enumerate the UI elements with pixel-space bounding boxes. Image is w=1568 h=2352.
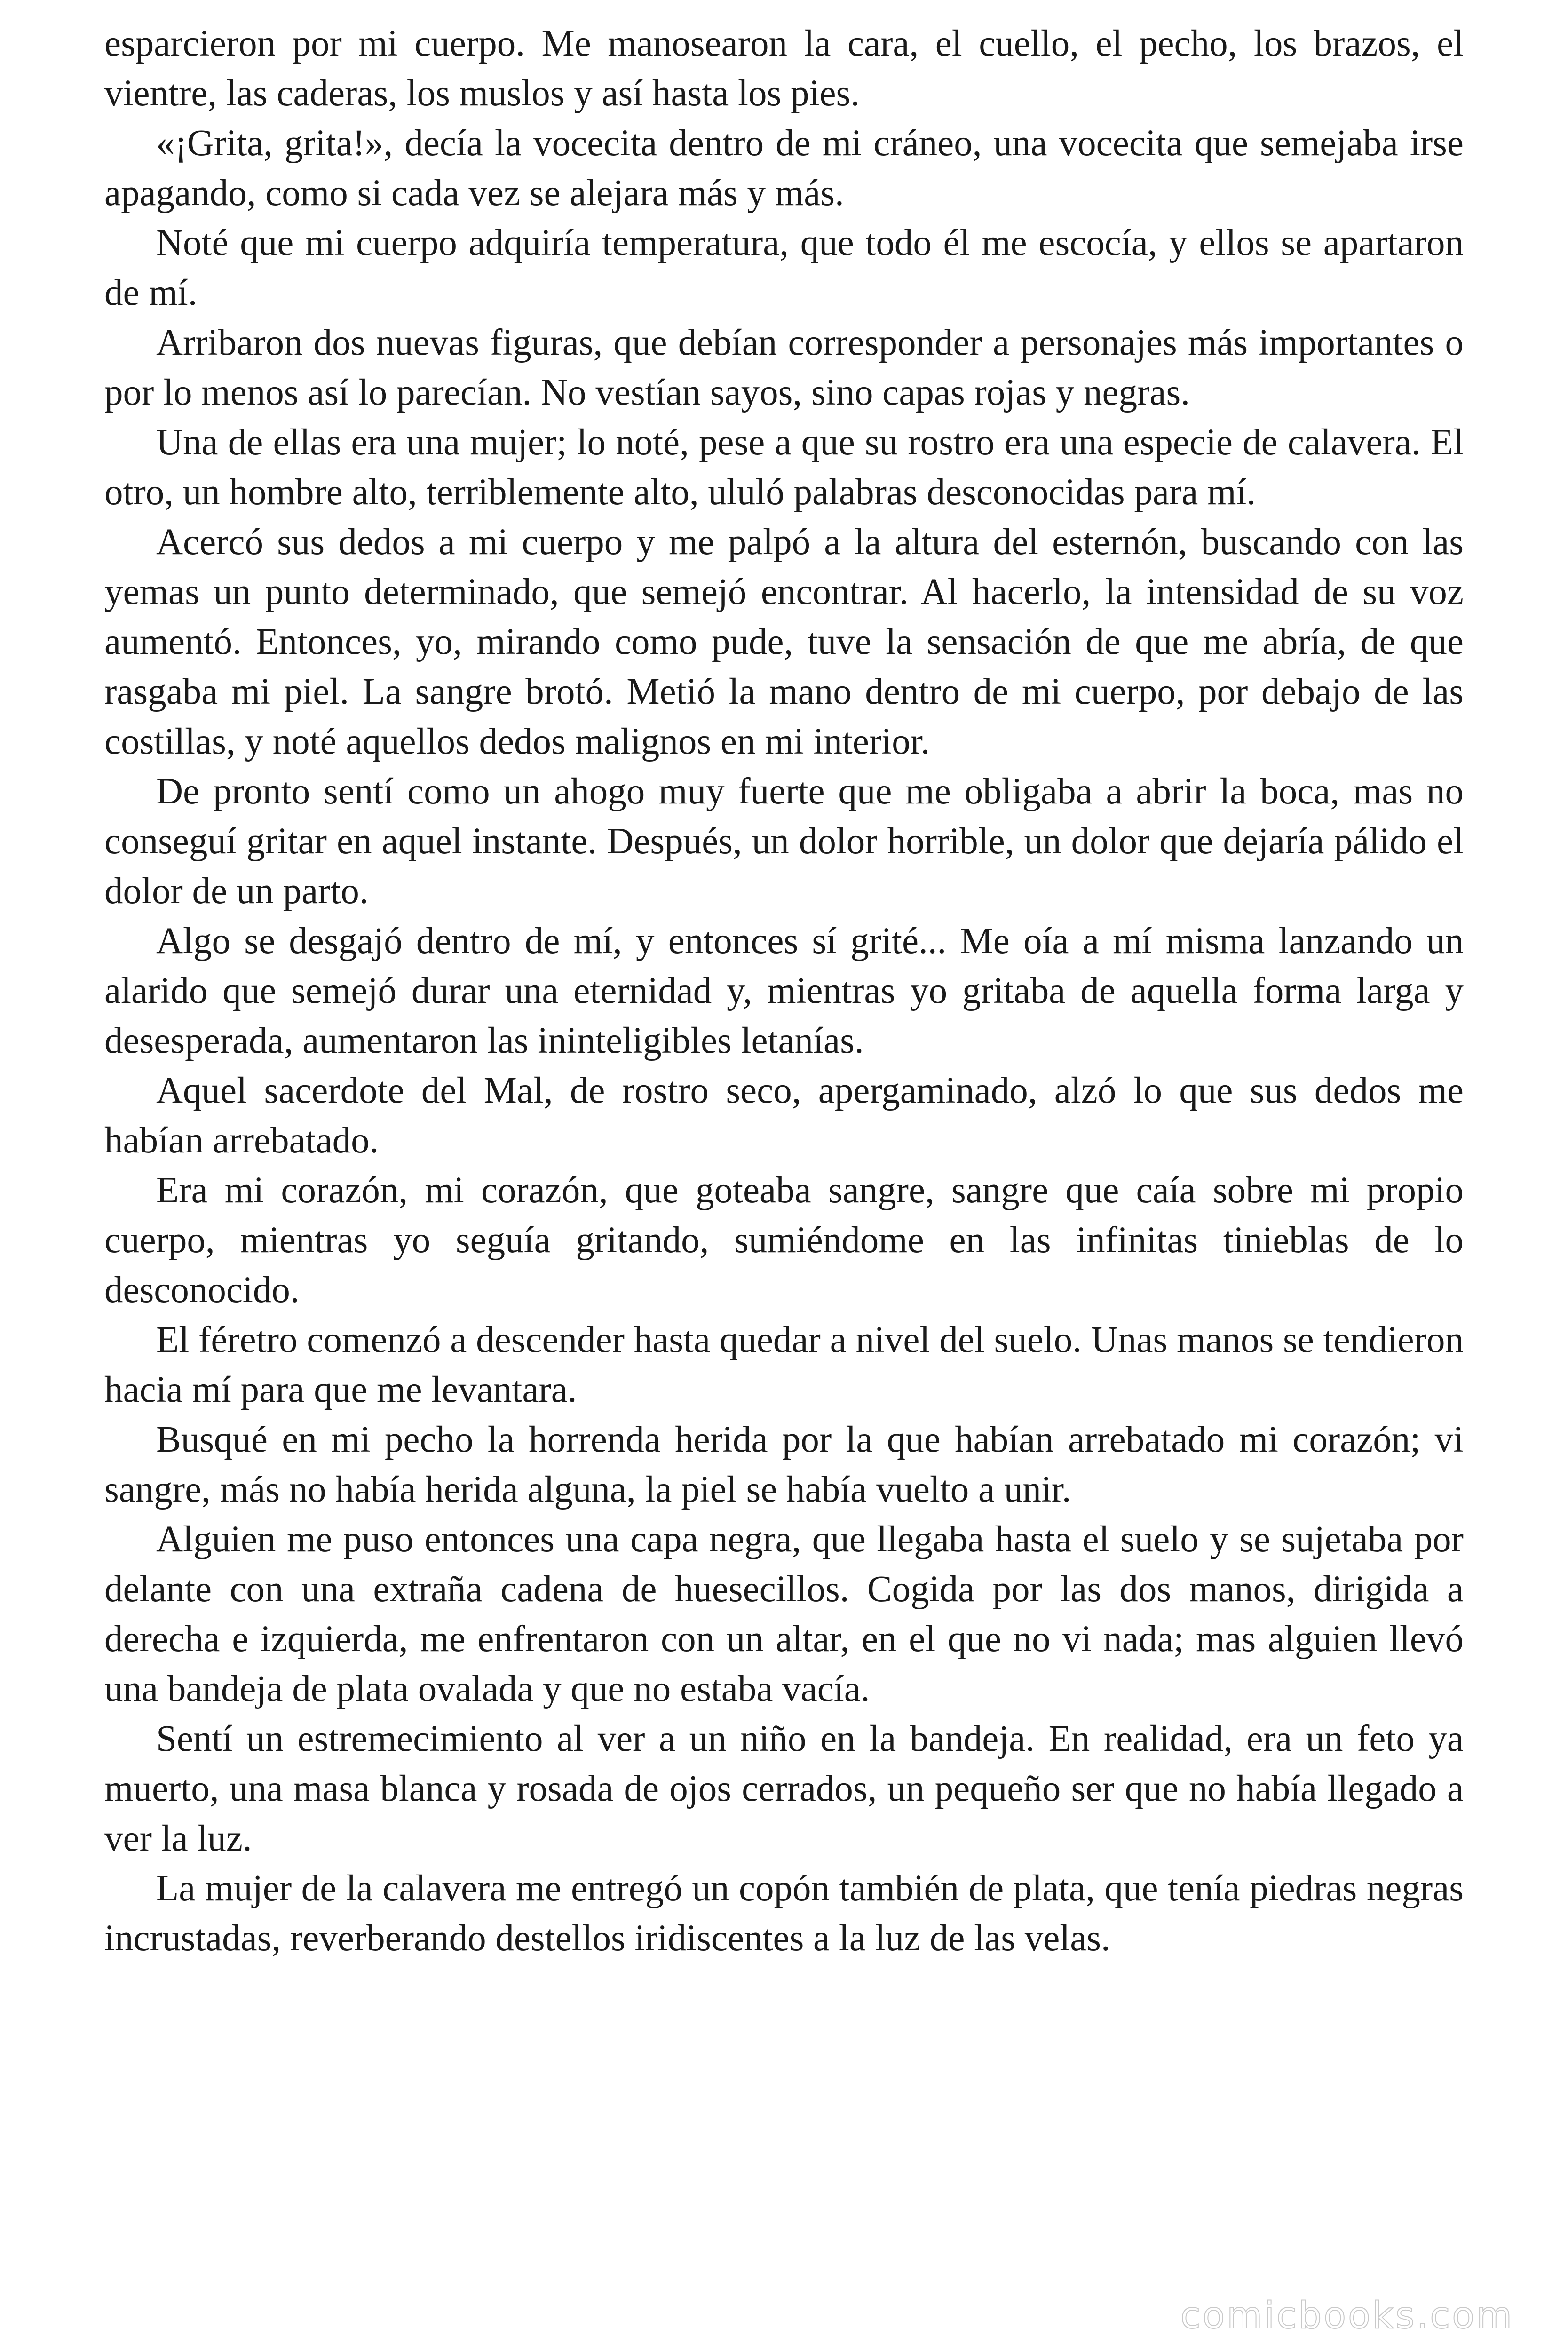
paragraph: Noté que mi cuerpo adquiría temperatura, que todo él me escocía, y ellos se apartaron de mí. [104, 222, 1464, 313]
paragraph: Sentí un estremecimiento al ver a un niño en la bandeja. En realidad, era un feto ya muerto, una masa blanca y rosada de ojos cerrados, un pequeño ser que no había llegado a ver la luz. [104, 1718, 1464, 1859]
paragraph: Una de ellas era una mujer; lo noté, pese a que su rostro era una especie de calavera. El otro, un hombre alto, terriblemente alto, ululó palabras desconocidas para mí. [104, 422, 1464, 513]
paragraph: Acercó sus dedos a mi cuerpo y me palpó a la altura del esternón, buscando con las yemas un punto determinado, que semejó encontrar. Al hacerlo, la intensidad de su voz aumentó. Entonces, yo, mirando como pude, tuve la sensación de que me abría, de que rasgaba mi piel. La sangre brotó. Metió la mano dentro de mi cuerpo, por debajo de las costillas, y noté aquellos dedos malignos en mi interior. [104, 522, 1464, 762]
paragraph: El féretro comenzó a descender hasta quedar a nivel del suelo. Unas manos se tendieron hacia mí para que me levantara. [104, 1319, 1464, 1410]
paragraph: Algo se desgajó dentro de mí, y entonces sí grité... Me oía a mí misma lanzando un alarido que semejó durar una eternidad y, mientras yo gritaba de aquella forma larga y desesperada, aumentaron las ininteligibles letanías. [104, 921, 1464, 1061]
watermark: comicbooks.com [1180, 2295, 1514, 2337]
paragraph: La mujer de la calavera me entregó un copón también de plata, que tenía piedras negras incrustadas, reverberando destellos iridiscentes a la luz de las velas. [104, 1868, 1464, 1959]
paragraph: Arribaron dos nuevas figuras, que debían corresponder a personajes más importantes o por lo menos así lo parecían. No vestían sayos, sino capas rojas y negras. [104, 322, 1464, 413]
paragraph: Era mi corazón, mi corazón, que goteaba sangre, sangre que caía sobre mi propio cuerpo, mientras yo seguía gritando, sumiéndome en las infinitas tinieblas de lo desconocido. [104, 1170, 1464, 1311]
paragraph: Busqué en mi pecho la horrenda herida por la que habían arrebatado mi corazón; vi sangre, más no había herida alguna, la piel se había vuelto a unir. [104, 1419, 1464, 1510]
paragraph: esparcieron por mi cuerpo. Me manosearon la cara, el cuello, el pecho, los brazos, el vientre, las caderas, los muslos y así hasta los pies. [104, 23, 1464, 114]
paragraph: «¡Grita, grita!», decía la vocecita dentro de mi cráneo, una vocecita que semejaba irse apagando, como si cada vez se alejara más y más. [104, 123, 1464, 214]
page-text [104, 19, 1464, 1963]
paragraph: Aquel sacerdote del Mal, de rostro seco, apergaminado, alzó lo que sus dedos me habían arrebatado. [104, 1070, 1464, 1161]
paragraph: De pronto sentí como un ahogo muy fuerte que me obligaba a abrir la boca, mas no conseguí gritar en aquel instante. Después, un dolor horrible, un dolor que dejaría pálido el dolor de un parto. [104, 771, 1464, 912]
paragraph: Alguien me puso entonces una capa negra, que llegaba hasta el suelo y se sujetaba por delante con una extraña cadena de huesecillos. Cogida por las dos manos, dirigida a derecha e izquierda, me enfrentaron con un altar, en el que no vi nada; mas alguien llevó una bandeja de plata ovalada y que no estaba vacía. [104, 1519, 1464, 1709]
